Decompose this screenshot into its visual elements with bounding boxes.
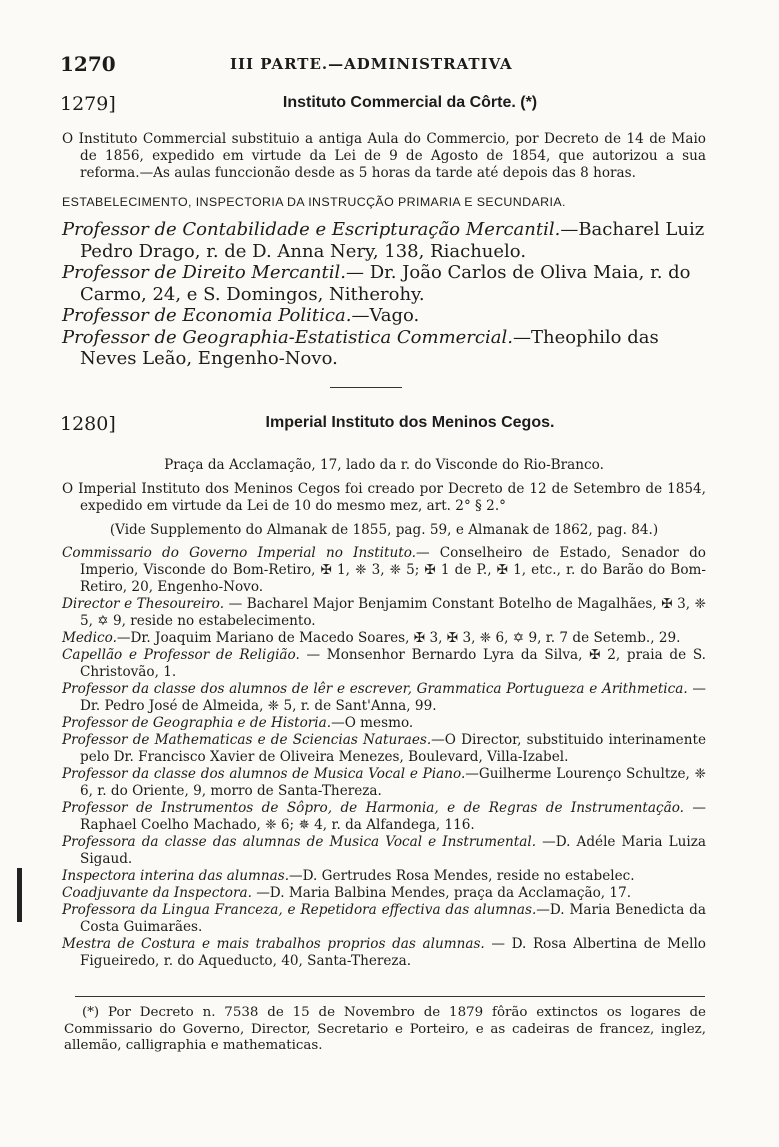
staff-entry: Coadjuvante da Inspectora. —D. Maria Balbina Mendes, praça da Acclamação, 17.	[62, 885, 632, 901]
page-number: 1270	[60, 52, 116, 76]
section-1279-heading	[60, 93, 720, 119]
staff-entry: Professor de Geographia e de Historia.—O mesmo.	[62, 715, 414, 731]
footnote-text: (*) Por Decreto n. 7538 de 15 de Novembro de 1879 fôrão extinctos os logares de Commissario do Governo, Director, Secretario e Porteiro, e as cadeiras de francez, inglez, allemão, calligraphia e mathematicas.	[64, 1005, 706, 1053]
staff-entry: Capellão e Professor de Religião. — Monsenhor Bernardo Lyra da Silva, ✠ 2, praia de S. Christovão, 1.	[62, 647, 706, 680]
staff-entry: Professora da classe das alumnas de Musica Vocal e Instrumental. —D. Adéle Maria Luiza Sigaud.	[62, 834, 706, 867]
address: Praça da Acclamação, 17, lado da r. do Visconde do Rio-Branco.	[164, 457, 604, 473]
staff-list	[62, 219, 706, 370]
staff-entry: Professor de Economia Politica.—Vago.	[62, 305, 420, 326]
staff-entry: Professora da Lingua Franceza, e Repetidora effectiva das alumnas.—D. Maria Benedicta da Costa Guimarães.	[62, 902, 706, 935]
staff-list	[62, 545, 706, 970]
staff-entry: Director e Thesoureiro. — Bacharel Major Benjamim Constant Botelho de Magalhães, ✠ 3, ❈ 5, ✡ 9, reside no estabelecimento.	[62, 596, 706, 629]
staff-entry: Commissario do Governo Imperial no Instituto.— Conselheiro de Estado, Senador do Imperio, Visconde do Bom-Retiro, ✠ 1, ❈ 3, ❈ 5; ✠ 1 de P., ✠ 1, etc., r. do Barão do Bom-Retiro, 20, Engenho-Novo.	[62, 545, 706, 595]
staff-entry: Professor da classe dos alumnos de Musica Vocal e Piano.—Guilherme Lourenço Schultze, ❈ 6, r. do Oriente, 9, morro de Santa-Thereza.	[62, 766, 706, 799]
section-number: 1280]	[60, 413, 116, 435]
section-number: 1279]	[60, 93, 116, 115]
staff-entry: Inspectora interina das alumnas.—D. Gertrudes Rosa Mendes, reside no estabelec.	[62, 868, 635, 884]
section-intro: O Imperial Instituto dos Meninos Cegos foi creado por Decreto de 12 de Setembro de 1854, expedido em virtude da Lei de 10 do mesmo mez, art. 2° § 2.°	[62, 481, 706, 514]
staff-entry: Professor de Mathematicas e de Sciencias Naturaes.—O Director, substituido interinamente pelo Dr. Francisco Xavier de Oliveira Menezes, Boulevard, Villa-Izabel.	[62, 732, 706, 765]
staff-entry: Professor de Contabilidade e Escripturação Mercantil.—Bacharel Luiz Pedro Drago, r. de D. Anna Nery, 138, Riachuelo.	[62, 219, 705, 262]
staff-entry: Medico.—Dr. Joaquim Mariano de Macedo Soares, ✠ 3, ✠ 3, ❈ 6, ✡ 9, r. 7 de Setemb., 29.	[62, 630, 681, 646]
footnote-rule	[75, 996, 705, 997]
section-title: Imperial Instituto dos Meninos Cegos.	[265, 414, 555, 431]
section-intro: O Instituto Commercial substituio a antiga Aula do Commercio, por Decreto de 14 de Maio de 1856, expedido em virtude da Lei de 9 de Agosto de 1854, que autorizou a sua reforma.—As aulas funccionão desde as 5 horas da tarde até depois das 8 horas.	[62, 131, 706, 181]
subheading: ESTABELECIMENTO, INSPECTORIA DA INSTRUCÇÃO PRIMARIA E SECUNDARIA.	[62, 195, 566, 209]
staff-entry: Professor de Geographia-Estatistica Commercial.—Theophilo das Neves Leão, Engenho-Novo.	[62, 326, 659, 369]
running-title: III PARTE.—ADMINISTRATIVA	[230, 55, 513, 73]
footnote	[64, 1005, 706, 1055]
vide-note: (Vide Supplemento do Almanak de 1855, pag. 59, e Almanak de 1862, pag. 84.)	[109, 522, 659, 538]
staff-entry: Professor de Instrumentos de Sôpro, de Harmonia, e de Regras de Instrumentação. —Raphael Coelho Machado, ❈ 6; ✵ 4, r. da Alfandega, 116.	[62, 800, 707, 833]
margin-ink-mark	[17, 868, 22, 922]
section-divider	[330, 387, 402, 388]
section-1279-body	[62, 131, 706, 370]
staff-entry: Mestra de Costura e mais trabalhos proprios das alumnas. — D. Rosa Albertina de Mello Figueiredo, r. do Aqueducto, 40, Santa-Thereza.	[62, 936, 706, 969]
running-header	[60, 52, 720, 78]
staff-entry: Professor da classe dos alumnos de lêr e escrever, Grammatica Portugueza e Arithmetica. — Dr. Pedro José de Almeida, ❈ 5, r. de Sant'Anna, 99.	[62, 681, 706, 714]
section-title: Instituto Commercial da Côrte. (*)	[282, 94, 538, 111]
section-1280-body	[62, 457, 706, 970]
section-1280-heading	[60, 413, 720, 439]
staff-entry: Professor de Direito Mercantil.— Dr. João Carlos de Oliva Maia, r. do Carmo, 24, e S. Domingos, Nitherohy.	[62, 262, 691, 305]
